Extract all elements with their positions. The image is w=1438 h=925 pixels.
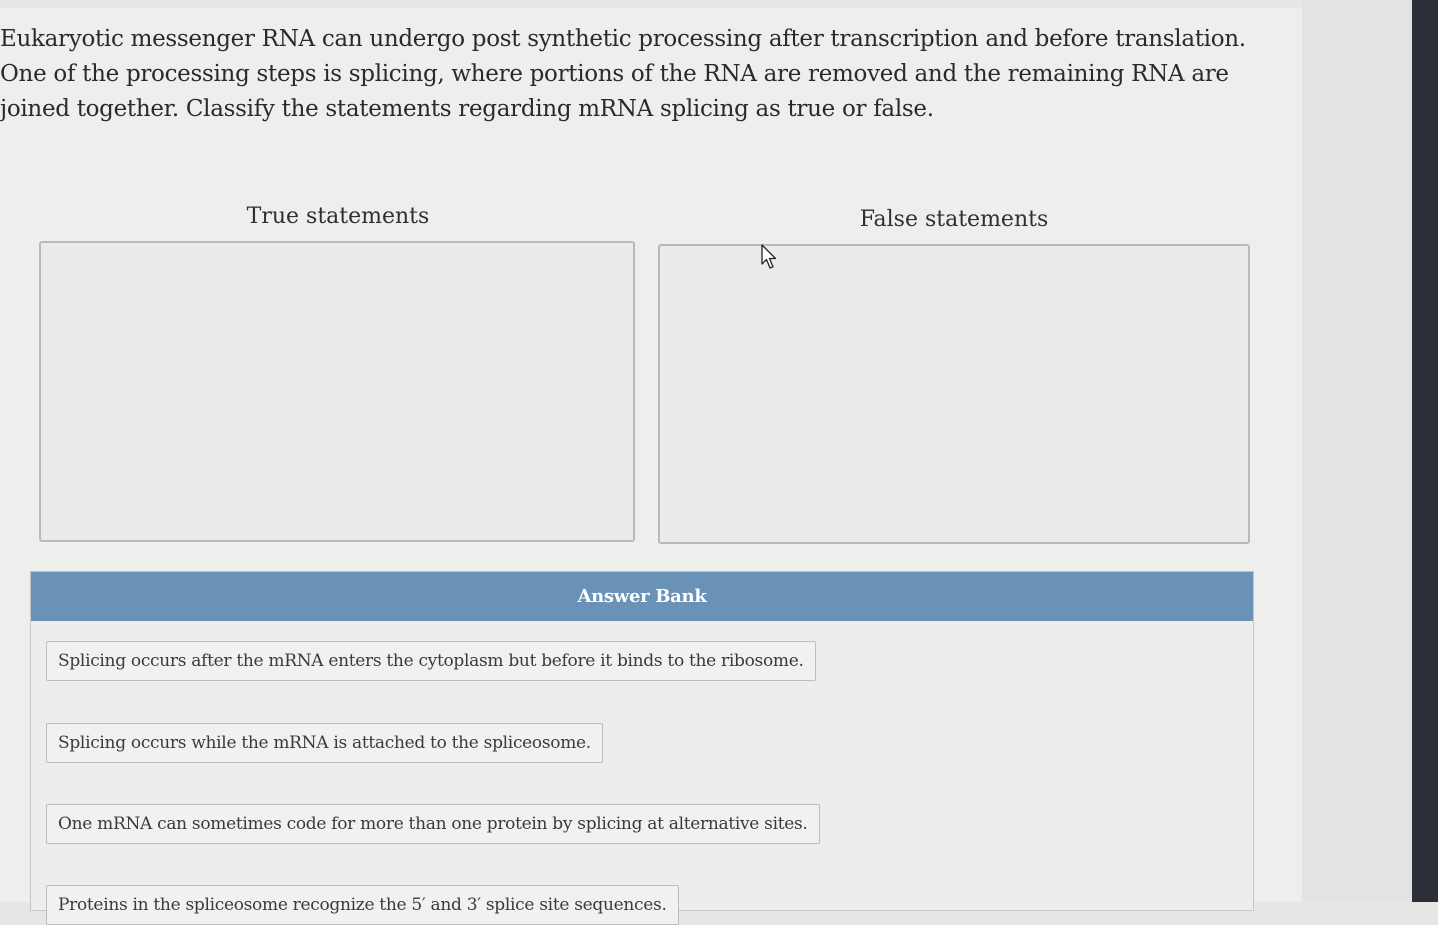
false-statements-drop-zone[interactable] bbox=[658, 244, 1250, 544]
answer-chip[interactable]: Proteins in the spliceosome recognize the 5′ and 3′ splice site sequences. bbox=[46, 885, 679, 925]
true-statements-drop-zone[interactable] bbox=[39, 241, 635, 542]
question-text: Eukaryotic messenger RNA can undergo post synthetic processing after transcription and before translation. One of the processing steps is splicing, where portions of the RNA are removed and the remaining RNA are joined together. Classify the statements regarding mRNA splicing as true or false. bbox=[0, 26, 1246, 122]
answer-chip[interactable]: One mRNA can sometimes code for more than one protein by splicing at alternative sites. bbox=[46, 804, 820, 844]
false-statements-title: False statements bbox=[859, 207, 1049, 232]
window-edge bbox=[1412, 0, 1438, 902]
answer-bank-header: Answer Bank bbox=[31, 572, 1253, 621]
mouse-pointer-icon bbox=[761, 244, 777, 274]
page-margin bbox=[1302, 0, 1412, 902]
answer-chip[interactable]: Splicing occurs after the mRNA enters the cytoplasm but before it binds to the ribosome. bbox=[46, 641, 816, 681]
answer-bank bbox=[30, 571, 1254, 915]
true-statements-title: True statements bbox=[246, 204, 430, 229]
answer-chip[interactable]: Splicing occurs while the mRNA is attached to the spliceosome. bbox=[46, 723, 603, 763]
